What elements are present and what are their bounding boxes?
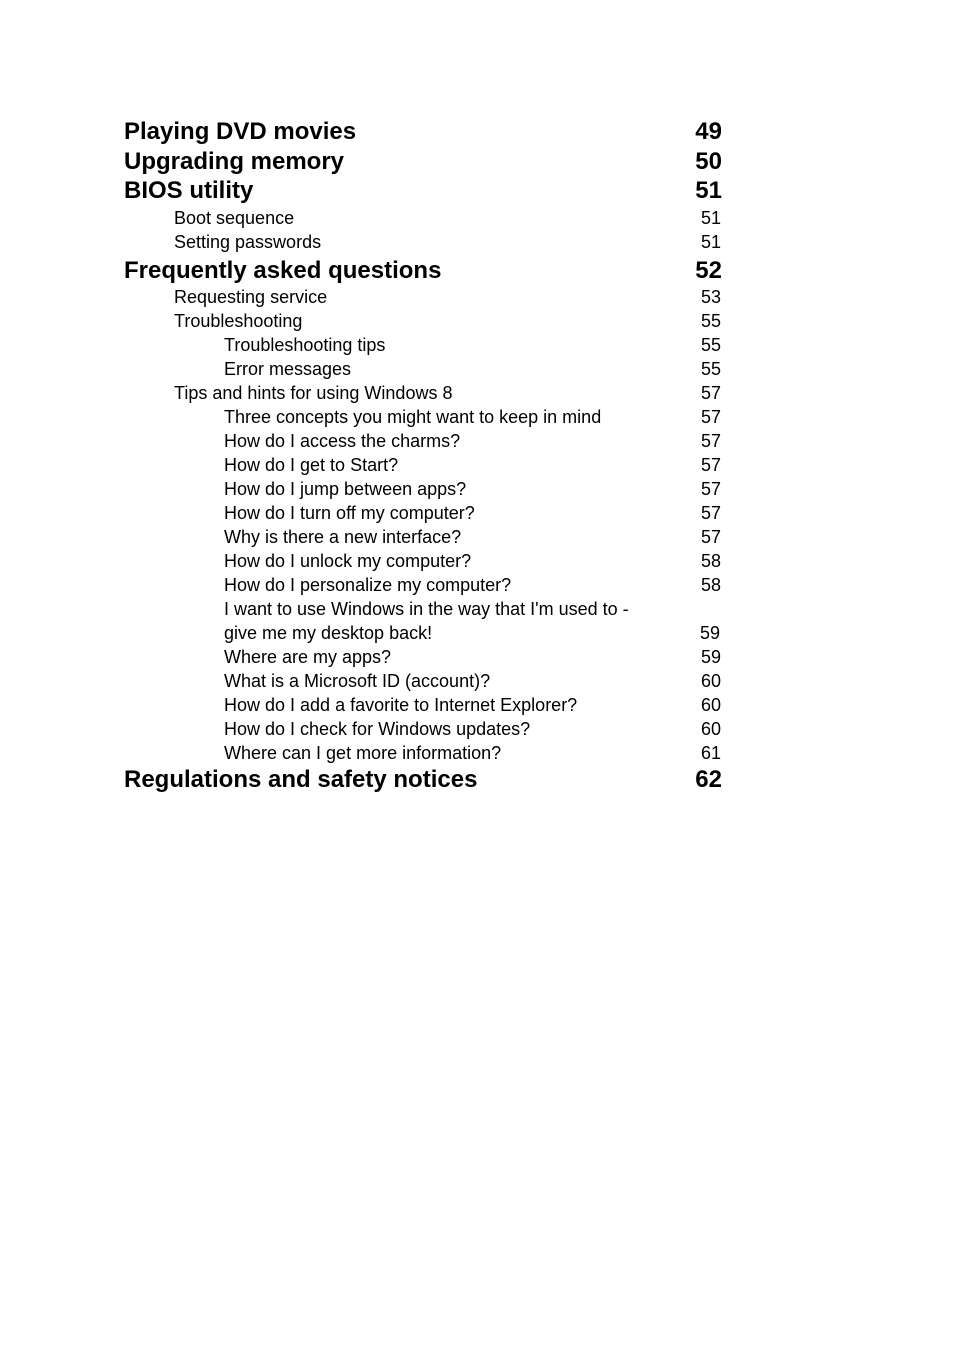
toc-entry-new-interface[interactable]: [124, 525, 722, 549]
toc-entry-where-are-apps[interactable]: [124, 645, 722, 669]
toc-entry-title: Tips and hints for using Windows 8: [174, 383, 453, 403]
toc-entry-title: Boot sequence: [174, 207, 295, 228]
toc-entry-title: Upgrading memory: [124, 147, 345, 175]
toc-entry-title: Setting passwords: [174, 231, 322, 252]
toc-entry-unlock-computer[interactable]: [124, 549, 722, 573]
toc-entry-title: Frequently asked questions: [124, 256, 442, 284]
toc-entry-three-concepts[interactable]: [124, 405, 722, 429]
toc-entry-page: 50: [695, 147, 722, 175]
toc-entry-title: How do I turn off my computer?: [224, 503, 475, 523]
toc-entry-setting-passwords[interactable]: [124, 230, 722, 254]
toc-entry-access-charms[interactable]: [124, 429, 722, 453]
toc-entry-title: Playing DVD movies: [124, 118, 357, 145]
toc-entry-title: How do I jump between apps?: [224, 479, 467, 499]
toc-entry-page: 52: [695, 256, 722, 284]
toc-entry-title: Three concepts you might want to keep in mind: [224, 407, 602, 427]
toc-entry-troubleshooting[interactable]: [124, 309, 722, 333]
toc-entry-upgrading-memory[interactable]: [124, 147, 722, 177]
toc-entry-title: Where are my apps?: [224, 647, 392, 667]
toc-entry-get-to-start[interactable]: [124, 453, 722, 477]
toc-entry-title: How do I access the charms?: [224, 431, 461, 451]
toc-entry-page: 61: [700, 743, 721, 763]
toc-entry-playing-dvd-movies[interactable]: [124, 117, 722, 147]
toc-entry-page: 55: [700, 311, 721, 331]
toc-entry-title: How do I check for Windows updates?: [224, 719, 531, 739]
toc-entry-boot-sequence[interactable]: [124, 206, 722, 230]
toc-entry-title: How do I personalize my computer?: [224, 575, 512, 595]
toc-entry-bios-utility[interactable]: [124, 176, 722, 206]
toc-entry-requesting-service[interactable]: [124, 285, 722, 309]
toc-entry-page: 59: [699, 623, 720, 643]
toc-entry-title: What is a Microsoft ID (account)?: [224, 671, 491, 691]
toc-entry-page: 55: [700, 335, 721, 355]
toc-entry-page: 57: [700, 383, 721, 403]
toc-entry-title: Error messages: [224, 359, 352, 379]
toc-entry-page: 51: [700, 231, 721, 252]
toc-entry-title: Regulations and safety notices: [124, 766, 478, 793]
toc-entry-page: 53: [700, 287, 721, 307]
toc-entry-title: BIOS utility: [124, 177, 254, 204]
toc-entry-title: Troubleshooting tips: [224, 335, 386, 355]
toc-entry-regulations-safety[interactable]: [124, 765, 722, 795]
toc-entry-page: 49: [695, 118, 722, 145]
toc-entry-windows-updates[interactable]: [124, 717, 722, 741]
toc-entry-troubleshooting-tips[interactable]: [124, 333, 722, 357]
toc-entry-page: 57: [700, 527, 721, 547]
toc-entry-title: Where can I get more information?: [224, 743, 502, 763]
toc-entry-error-messages[interactable]: [124, 357, 722, 381]
toc-entry-page: 57: [700, 479, 721, 499]
toc-entry-page: 51: [695, 177, 722, 204]
toc-entry-title: Requesting service: [174, 287, 328, 307]
toc-entry-frequently-asked-questions[interactable]: [124, 256, 722, 286]
toc-entry-page: 55: [700, 359, 721, 379]
toc-entry-title: How do I add a favorite to Internet Explorer?: [224, 695, 578, 715]
toc-entry-tips-and-hints-windows-8[interactable]: [124, 381, 722, 405]
toc-entry-page: 57: [700, 455, 721, 475]
toc-entry-title: How do I unlock my computer?: [224, 551, 472, 571]
toc-entry-page: 60: [700, 695, 721, 715]
toc-entry-personalize-computer[interactable]: [124, 573, 722, 597]
toc-entry-page: 58: [700, 575, 721, 595]
toc-entry-page: 60: [700, 719, 721, 739]
toc-entry-turn-off-computer[interactable]: [124, 501, 722, 525]
toc-entry-title: How do I get to Start?: [224, 455, 399, 475]
toc-entry-page: 51: [700, 207, 721, 228]
toc-entry-desktop-back[interactable]: [124, 597, 722, 645]
toc-entry-add-favorite[interactable]: [124, 693, 722, 717]
toc-entry-page: 57: [700, 503, 721, 523]
toc-entry-page: 58: [700, 551, 721, 571]
toc-entry-title: Troubleshooting: [174, 311, 303, 331]
toc-entry-page: 57: [700, 407, 721, 427]
toc-entry-page: 62: [695, 766, 722, 793]
toc-entry-title: Why is there a new interface?: [224, 527, 462, 547]
toc-entry-title: I want to use Windows in the way that I'm used to - give me my desktop back!: [224, 599, 629, 643]
toc-entry-page: 57: [700, 431, 721, 451]
toc-entry-page: 59: [700, 647, 721, 667]
toc-entry-more-information[interactable]: [124, 741, 722, 765]
toc-entry-page: 60: [700, 671, 721, 691]
toc-entry-microsoft-id[interactable]: [124, 669, 722, 693]
table-of-contents: [124, 117, 722, 795]
toc-entry-jump-between-apps[interactable]: [124, 477, 722, 501]
